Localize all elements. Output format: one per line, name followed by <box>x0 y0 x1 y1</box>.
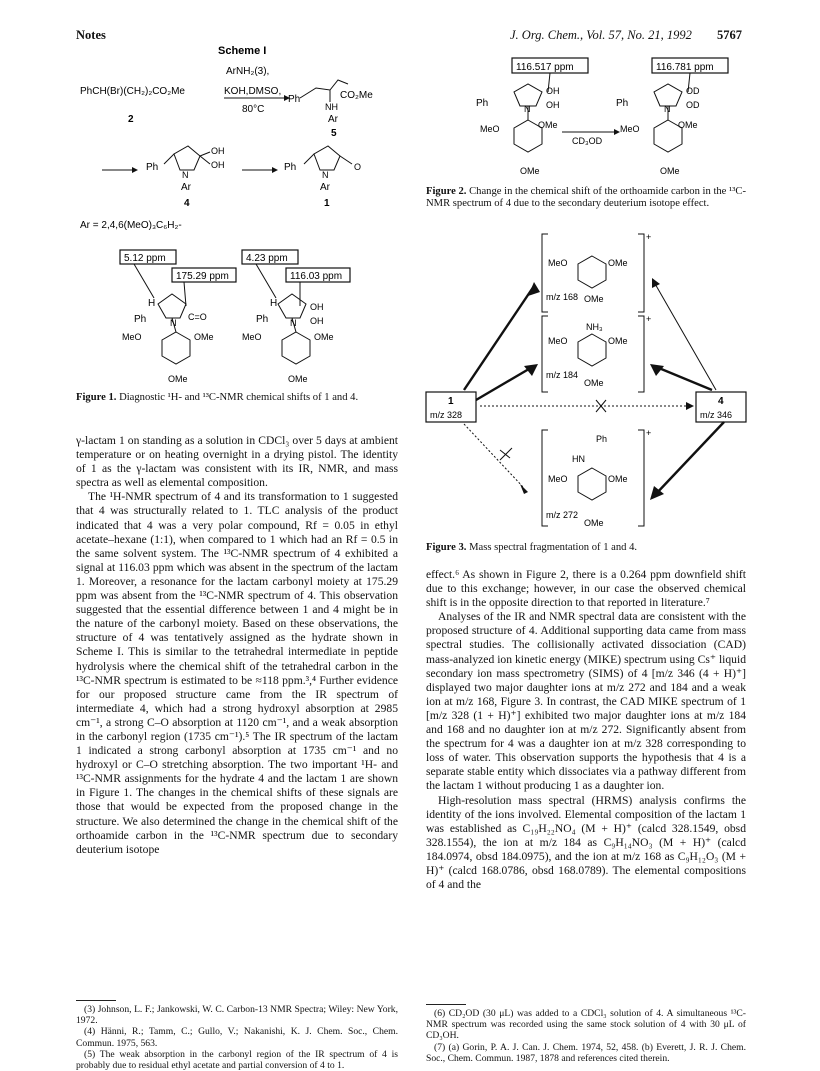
figure-2-caption: Figure 2. Change in the chemical shift of the orthoamide carbon in the ¹³C-NMR spectrum of 4 due to the secondary deuterium isotope effect. <box>426 186 746 210</box>
svg-text:+: + <box>646 314 652 324</box>
svg-text:O: O <box>354 162 362 172</box>
figure-1 <box>110 248 410 388</box>
footnote-rule-left <box>76 1000 116 1001</box>
running-head-right: J. Org. Chem., Vol. 57, No. 21, 1992 <box>510 28 692 42</box>
ion-168: m/z 168 <box>546 292 579 302</box>
svg-text:N: N <box>170 318 177 328</box>
svg-text:MeO: MeO <box>620 124 640 134</box>
svg-text:NH₃: NH₃ <box>586 322 603 332</box>
parent-1-number: 1 <box>448 396 454 407</box>
parent-4-number: 4 <box>718 396 724 407</box>
fig1-label-1h-4: 4.23 ppm <box>246 253 288 264</box>
svg-text:Ar: Ar <box>181 182 191 193</box>
svg-text:OD: OD <box>686 86 700 96</box>
svg-text:Ph: Ph <box>288 94 301 105</box>
parent-1-mz: m/z 328 <box>430 410 463 420</box>
svg-text:N: N <box>322 170 329 180</box>
scheme-1 <box>76 40 406 240</box>
svg-text:Ar: Ar <box>328 114 338 125</box>
svg-text:N: N <box>290 318 297 328</box>
right-column-body <box>426 568 746 892</box>
svg-text:HN: HN <box>572 454 585 464</box>
reagent-bottom: 80°C <box>242 104 265 115</box>
left-paragraph: The ¹H-NMR spectrum of 4 and its transformation to 1 suggested that 4 was structurally related to 1. TLC analysis of the product indicated that 4 was a very polar compound, Rf = 0.05 in ethyl acetate–hexane (1:1), when compared to 1 which had an Rf = 0.5 in the same solvent system. The ¹³C-NMR spectrum of 4 exhibited a signal at 116.03 ppm which was absent in the spectrum of the lactam 1. Moreover, a resonance for the lactam carbonyl moiety at 175.29 ppm was absent from the ¹³C-NMR spectrum of 4. This observation suggested that the essential difference between 1 and 4 might be in the nature of the carbonyl moiety. Based on these observations, the structure of 4 was tentatively assigned as the hydrate shown in Scheme I. This is similar to the tetrahedral intermediate in peptide hydrolysis where the chemical shift of the tetrahedral carbon in the ¹³C-NMR spectrum is estimated to be ≈118 ppm.³,⁴ Further evidence for our proposed structure came from the IR spectrum of intermediate 4, which had a strong hydroxyl absorption at 2985 cm⁻¹, a strong C–O absorption at 1120 cm⁻¹, and a weak absorption in the carbonyl region (1735 cm⁻¹).⁵ The IR spectrum of the lactam 1 indicated a strong carbonyl absorption at 1735 cm⁻¹ and no hydroxyl or C–O stretching absorption. The two important ¹H- and ¹³C-NMR assignments for the hydrate 4 and the lactam 1 are shown in Figure 1. The changes in the chemical shifts of these signals are those that would be expected from the proposed change in the structure. We also determined the change in the chemical shift of the orthoamide carbon in the ¹³C-NMR spectrum due to secondary deuterium isotope <box>76 490 398 856</box>
svg-text:OH: OH <box>310 302 324 312</box>
right-paragraph: High-resolution mass spectral (HRMS) analysis confirms the identity of the ions involved. Elemental composition of the lactam 1 was established as C₁₉H₂₂NO₄ (M + H)⁺ (calcd 328.1549, obsd 328.1554), the ion at m/z 184 as C₉H₁₄NO₃ (M + H)⁺ (calcd 184.0974, obsd 184.0975), and the ion at m/z 168 as C₉H₁₂O₃ (M + H)⁺ (calcd 168.0786, obsd 168.0789). The elemental compositions of 4 and the <box>426 793 746 892</box>
svg-text:Ph: Ph <box>596 434 608 444</box>
svg-text:N: N <box>524 104 531 114</box>
right-paragraph: Analyses of the IR and NMR spectral data are consistent with the proposed structure of 4. Additional supporting data came from mass spectral studies. The collisionally activated dissociation (CAD) mass-analyzed ion kinetic energy (MIKE) spectrum using Cs⁺ liquid secondary ion mass spectrometry (SIMS) of 4 [m/z 346 (4 + H)⁺] displayed two major daughter ions at m/z 272 and 184 and a weak ion at m/z 168, Figure 3. In contrast, the CAD MIKE spectrum of 1 [m/z 328 (1 + H)⁺] exhibited two major daughter ions at m/z 184 and 168 and no daughter ion at m/z 272. Significantly absent from the spectrum for 4 was a daughter ion at m/z 328 corresponding to loss of water. This observation supports the hypothesis that 4 is a separate stable entity which dissociates via a pathway different from the lactam 1 without producing 1 as a daughter ion. <box>426 610 746 793</box>
svg-text:N: N <box>664 104 671 114</box>
svg-text:+: + <box>646 428 652 438</box>
scheme-title: Scheme I <box>218 45 267 57</box>
svg-text:OMe: OMe <box>608 258 628 268</box>
svg-text:OMe: OMe <box>314 332 334 342</box>
compound-2-number: 2 <box>128 114 134 125</box>
svg-text:OMe: OMe <box>520 166 540 176</box>
svg-text:OMe: OMe <box>288 374 308 384</box>
figure-3 <box>424 226 750 538</box>
fig2-solvent: CD₃OD <box>572 136 603 146</box>
left-paragraph: γ-lactam 1 on standing as a solution in CDCl₃ over 5 days at ambient temperature or on heating overnight in a drying pistol. The identity of 1 as the γ-lactam was consistent with its IR, NMR, and mass spectra as well as elemental composition. <box>76 434 398 490</box>
svg-text:H: H <box>270 298 278 309</box>
svg-text:Ph: Ph <box>134 314 147 325</box>
svg-text:OD: OD <box>686 100 700 110</box>
fig1-label-13c-4: 116.03 ppm <box>290 271 343 282</box>
reagent-top: ArNH₂(3), <box>226 66 270 77</box>
parent-4-mz: m/z 346 <box>700 410 733 420</box>
svg-text:OMe: OMe <box>660 166 680 176</box>
right-paragraph: effect.⁶ As shown in Figure 2, there is a 0.264 ppm downfield shift due to this exchange; however, in our case the observed chemical shift is in the opposite direction to that reported in literature.⁷ <box>426 568 746 610</box>
svg-text:OMe: OMe <box>584 294 604 304</box>
svg-text:OMe: OMe <box>608 474 628 484</box>
svg-text:OH: OH <box>211 160 225 170</box>
svg-text:OH: OH <box>310 316 324 326</box>
svg-text:MeO: MeO <box>548 336 568 346</box>
svg-text:OMe: OMe <box>584 518 604 528</box>
svg-text:MeO: MeO <box>242 332 262 342</box>
svg-text:H: H <box>148 298 156 309</box>
svg-text:MeO: MeO <box>548 474 568 484</box>
footnote-rule-right <box>426 1004 466 1005</box>
svg-text:OH: OH <box>546 100 560 110</box>
left-footnotes: (3) Johnson, L. F.; Jankowski, W. C. Carbon-13 NMR Spectra; Wiley: New York, 1972. (4) Hänni, R.; Tamm, C.; Gullo, V.; Nakanishi, K. J. Chem. Soc., Chem. Commun. 1975, 563. (5) The weak absorption in the carbonyl region of the IR spectrum of 4 is probably due to residual ethyl acetate and partial conversion of 4 to 1. <box>76 1004 398 1071</box>
svg-text:OMe: OMe <box>168 374 188 384</box>
svg-text:+: + <box>646 232 652 242</box>
ion-272: m/z 272 <box>546 510 579 520</box>
svg-text:Ph: Ph <box>146 162 159 173</box>
page-number: 5767 <box>717 28 742 42</box>
fig2-label-after: 116.781 ppm <box>656 62 714 73</box>
svg-text:C=O: C=O <box>188 312 207 322</box>
svg-text:OMe: OMe <box>194 332 214 342</box>
svg-text:OMe: OMe <box>608 336 628 346</box>
figure-1-caption: Figure 1. Diagnostic ¹H- and ¹³C-NMR chemical shifts of 1 and 4. <box>76 392 359 403</box>
starting-material: PhCH(Br)(CH₂)₂CO₂Me <box>80 86 185 97</box>
fig1-label-13c-1: 175.29 ppm <box>176 271 229 282</box>
compound-4 <box>164 146 210 170</box>
right-footnotes: (6) CD₂OD (30 μL) was added to a CDCl₃ solution of 4. A simultaneous ¹³C-NMR spectrum was recorded using the same stock solution of 4 with 30 μL of CD₃OH. (7) (a) Gorin, P. A. J. Can. J. Chem. 1974, 52, 458. (b) Everett, J. R. J. Chem. Soc., Chem. Commun. 1987, 1878 and references cited therein. <box>426 1008 746 1064</box>
svg-text:CO₂Me: CO₂Me <box>340 90 373 101</box>
svg-text:MeO: MeO <box>122 332 142 342</box>
reagent-mid: KOH,DMSO, <box>224 86 282 97</box>
svg-text:OMe: OMe <box>584 378 604 388</box>
svg-text:Ar: Ar <box>320 182 330 193</box>
svg-text:NH: NH <box>325 102 338 112</box>
fig2-label-before: 116.517 ppm <box>516 62 574 73</box>
left-column-body <box>76 434 398 857</box>
svg-text:Ph: Ph <box>256 314 269 325</box>
svg-text:N: N <box>182 170 189 180</box>
fig1-label-1h-1: 5.12 ppm <box>124 253 166 264</box>
svg-text:MeO: MeO <box>548 258 568 268</box>
svg-text:OMe: OMe <box>538 120 558 130</box>
svg-text:OH: OH <box>546 86 560 96</box>
ar-definition: Ar = 2,4,6(MeO)₃C₆H₂- <box>80 220 182 231</box>
compound-5-number: 5 <box>331 128 337 139</box>
compound-1-number: 1 <box>324 198 330 209</box>
svg-text:OMe: OMe <box>678 120 698 130</box>
svg-text:MeO: MeO <box>480 124 500 134</box>
figure-3-caption: Figure 3. Mass spectral fragmentation of 1 and 4. <box>426 542 638 553</box>
figure-2 <box>448 40 748 180</box>
svg-text:Ph: Ph <box>476 98 489 109</box>
svg-text:Ph: Ph <box>616 98 629 109</box>
compound-1 <box>304 146 352 170</box>
compound-4-number: 4 <box>184 198 190 209</box>
running-head-left: Notes <box>76 28 106 42</box>
svg-text:OH: OH <box>211 146 225 156</box>
svg-text:Ph: Ph <box>284 162 297 173</box>
ion-184: m/z 184 <box>546 370 579 380</box>
